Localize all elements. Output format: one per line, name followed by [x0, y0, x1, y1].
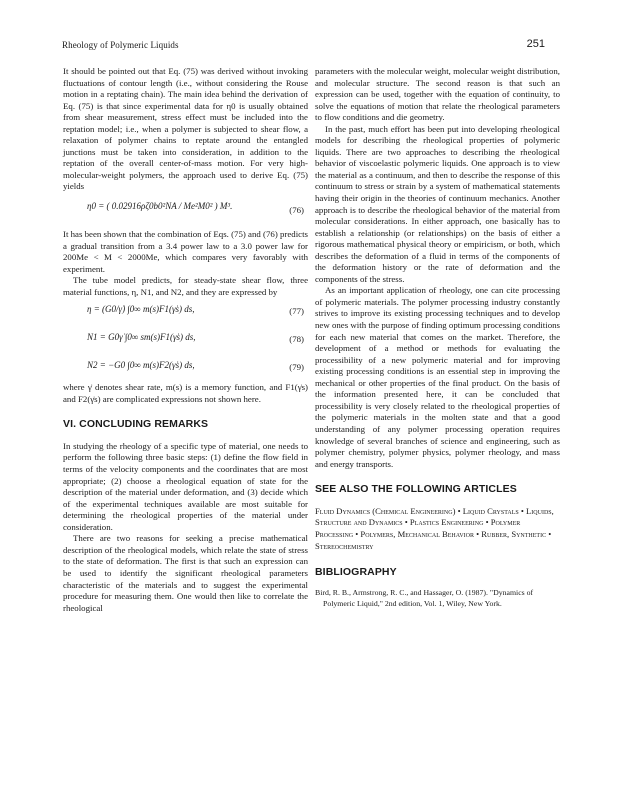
paragraph: In studying the rheology of a specific type of material, one needs to perform the following three basic steps: (1) define the flow field in terms of the velocity components and the coordinates that are most appropriate; (2) choose a rheological equation of state for the description of the material under deformation, and (3) decide which of the experimental techniques available are most suitable for determining the rheological properties of the material under consideration. — [63, 440, 308, 532]
bibliography-entry: Bird, R. B., Armstrong, R. C., and Hassager, O. (1987). "Dynamics of Polymeric Liquid," 2nd edition, Vol. 1, Wiley, New York. — [315, 588, 534, 608]
equation-expression: η = (G0/γ̇) ∫0∞ m(s)F1(γ̇s) ds, — [87, 304, 195, 315]
equation-expression: N2 = −G0 ∫0∞ m(s)F2(γ̇s) ds, — [87, 360, 195, 371]
paragraph: As an important application of rheology, one can cite processing of polymeric materials. The polymer processing industry constantly strives to improve its existing processing techniques and to develop new ones with the purpose of finding optimum processing conditions for each new material that comes on the market. Therefore, the development of a method or methods for evaluating the processibility of a new polymeric material and for improving existing processing conditions is an essential step in improving the mechanical or other properties of the final product. On the basis of the information presented here, it can be concluded that processibility is very closely related to the rheological properties of the polymeric materials in the molten state and that a good understanding of any polymer processing operation requires knowledge of several branches of science and engineering, such as polymer chemistry, polymer physics, polymer rheology, and mass and energy transports. — [315, 285, 560, 469]
paragraph: There are two reasons for seeking a precise mathematical description of the rheological models, which relate the state of stress to the state of deformation. The first is that such an expression can be used to identify the significant rheological parameters characteristic of the materials and to suggest the experimental procedure for measuring them. One would then like to correlate the rheological — [63, 533, 308, 613]
equation-number: (76) — [289, 205, 304, 216]
right-column — [315, 66, 560, 609]
equation-number: (78) — [289, 334, 304, 345]
running-head: Rheology of Polymeric Liquids — [62, 40, 179, 50]
bibliography-heading: BIBLIOGRAPHY — [315, 565, 397, 578]
paragraph: It has been shown that the combination of Eqs. (75) and (76) predicts a gradual transition from a 3.4 power law to a 3.0 power law for 200Me < M < 2000Me, which compares very favorably with experiment. — [63, 229, 308, 274]
page-number: 251 — [526, 38, 545, 50]
equation-79 — [63, 354, 308, 382]
equation-number: (77) — [289, 306, 304, 317]
equation-76 — [63, 193, 308, 229]
paragraph: parameters with the molecular weight, molecular weight distribution, and molecular structure. The second reason is that such an expression can be used, together with the equation of continuity, to solve the equations of motion that relate the rheological parameters to flow conditions and die geometry. — [315, 66, 560, 123]
see-also-list: Fluid Dynamics (Chemical Engineering) • Liquid Crystals • Liquids, Structure and Dynamics • Plastics Engineering • Polymer Processing • Polymers, Mechanical Behavior • Rubber, Synthetic • Stereochemistry — [315, 505, 554, 552]
equation-expression: N1 = G0γ̇ ∫0∞ sm(s)F1(γ̇s) ds, — [87, 332, 196, 343]
equation-expression: η0 = ( 0.02916ρζ0b0²NA / Me²M0² ) M³. — [87, 201, 233, 212]
equation-77 — [63, 298, 308, 326]
paragraph: In the past, much effort has been put into developing rheological models for describing the rheological properties of polymeric liquids. There are two approaches to describing the rheological behavior of viscoelastic polymeric liquids. One approach is to view the material as a continuum, and then to describe the response of this continuum to stress or strain by a system of mathematical statements having their origin in the theories of continuum mechanics. Another approach is to describe the rheological behavior of the material from molecular considerations. In either approach, one basically has to establish a relationship (or relationships) on the basis of either a rigorous mathematical physical theory or empiricism, or both, which describes the deformation of a fluid in terms of the components of the deformation history or the rate of deformation and the components of the stress. — [315, 123, 560, 284]
paragraph: It should be pointed out that Eq. (75) was derived without invoking fluctuations of contour length (i.e., without considering the Rouse motion in a reptating chain). The main idea behind the derivation of Eq. (75) is that since experimental data for η0 is usually obtained from shear measurement, stress effect must be included into the reptation model; i.e., when a polymer is subjected to shear flow, a relaxation of polymer chains to reptate around the entangled junctions must be taken into consideration, in addition to the reptation of the overall center-of-mass motion. For very high-molecular-weight polymers, the approach used to derive Eq. (75) yields — [63, 66, 308, 192]
equation-number: (79) — [289, 362, 304, 373]
see-also-heading: SEE ALSO THE FOLLOWING ARTICLES — [315, 483, 517, 496]
equation-78 — [63, 326, 308, 354]
paragraph: where γ̇ denotes shear rate, m(s) is a memory function, and F1(γ̇s) and F2(γ̇s) are complicated expressions not shown here. — [63, 382, 308, 404]
left-column — [63, 66, 308, 614]
section-heading: VI. CONCLUDING REMARKS — [63, 418, 209, 431]
paragraph: The tube model predicts, for steady-state shear flow, three material functions, η, N1, and N2, and they are expressed by — [63, 275, 308, 297]
